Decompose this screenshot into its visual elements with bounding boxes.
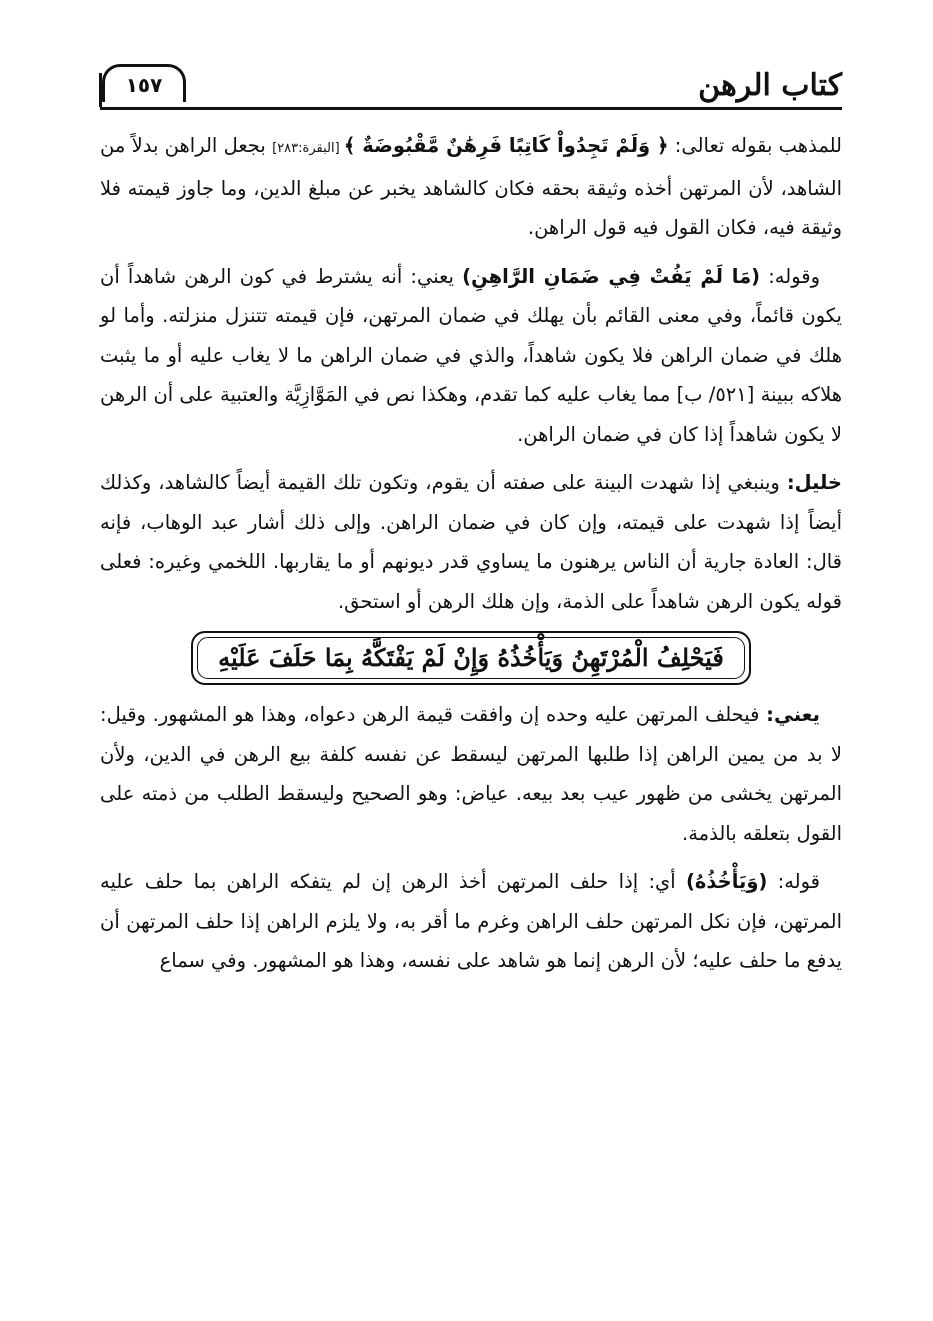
paragraph <box>100 126 842 248</box>
page-header <box>100 62 842 110</box>
matn-text: فَيَحْلِفُ الْمُرْتَهِنُ وَيَأْخُذُهُ وَإِنْ لَمْ يَفْتَكَّهُ بِمَا حَلَفَ عَلَيْهِ <box>218 643 724 673</box>
text-run: للمذهب بقوله تعالى: <box>668 134 843 157</box>
quran-verse: ﴿ وَلَمْ تَجِدُواْ كَاتِبًا فَرِهَٰنٌ مَّقْبُوضَةٌ ﴾ <box>343 134 669 157</box>
paragraph <box>100 862 842 981</box>
text-run: فيحلف المرتهن عليه وحده إن وافقت قيمة الرهن دعواه، وهذا هو المشهور. وقيل: لا بد من يمين الراهن إذا طلبها المرتهن ليسقط عن نفسه كلفة بيع الرهن في الدين، ولأن المرتهن يخشى من ظهور عيب بعد بيعه. عياض: وهو الصحيح وليسقط الطلب من ذمته على القول بتعلقه بالذمة. <box>100 703 842 845</box>
page-number-frame <box>102 64 186 102</box>
commentary-lead: يعني: <box>766 703 820 726</box>
paragraph <box>100 695 842 853</box>
text-run: قوله: <box>767 870 820 893</box>
matn-quote: (وَيَأْخُذُهُ) <box>685 870 768 893</box>
text-run: يعني: أنه يشترط في كون الرهن شاهداً أن يكون قائماً، وفي معنى القائم بأن يهلك في ضمان المرتهن، فإن قيمته تتنزل منزلته. وأما لو هلك في ضمان الراهن فلا يكون شاهداً، والذي في ضمان الراهن ما لا يغاب عليه أو ما يثبت هلاكه ببينة [٥٢١/ ب] مما يغاب عليه كما تقدم، وهكذا نص في المَوَّازِيَّة والعتبية على أن الرهن لا يكون شاهداً إذا كان في ضمان الراهن. <box>100 264 842 446</box>
text-run: أي: إذا حلف المرتهن أخذ الرهن إن لم يتفكه الراهن بما حلف عليه المرتهن، فإن نكل المرتهن حلف الراهن وغرم ما أقر به، ولا يلزم الراهن إذا حلف المرتهن أن يدفع ما حلف عليه؛ لأن الرهن إنما هو شاهد على نفسه، وهذا هو المشهور. وفي سماع <box>100 870 842 972</box>
running-title: كتاب الرهن <box>698 68 842 103</box>
text-run: وينبغي إذا شهدت البينة على صفته أن يقوم، وتكون تلك القيمة أيضاً كالشاهد، وكذلك أيضاً إذا شهدت على قيمته، وإن كان في ضمان الراهن. وإلى ذلك أشار عبد الوهاب، فإنه قال: العادة جارية أن الناس يرهنون ما يساوي قدر ديونهم أو ما يقاربها. اللخمي وغيره: فعلى قوله يكون الرهن شاهداً على الذمة، وإن هلك الرهن أو استحق. <box>100 471 842 613</box>
page-body <box>100 126 842 990</box>
verse-reference: [البقرة:٢٨٣] <box>272 141 344 156</box>
author-name: خليل: <box>786 471 842 494</box>
page-number: ١٥٧ <box>125 72 163 97</box>
paragraph <box>100 257 842 455</box>
text-run: بجعل الراهن بدلاً من الشاهد، لأن المرتهن أخذه وثيقة بحقه فكان كالشاهد يخبر عن مبلغ الدين، وما جاوز قيمته فلا وثيقة فيه، فكان القول فيه قول الراهن. <box>100 134 842 239</box>
header-rule <box>100 107 842 110</box>
paragraph <box>100 463 842 621</box>
matn-quote: (مَا لَمْ يَفُتْ فِي ضَمَانِ الرَّاهِنِ) <box>462 264 761 288</box>
matn-frame <box>191 631 751 685</box>
text-run: وقوله: <box>760 264 821 288</box>
